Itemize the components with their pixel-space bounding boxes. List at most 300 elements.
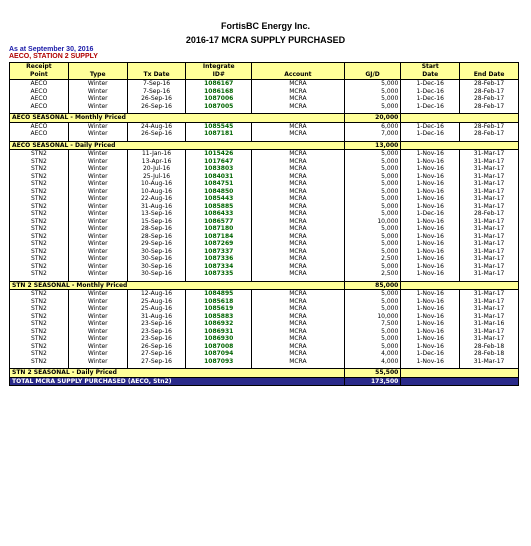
type-cell: Winter <box>68 188 127 196</box>
start-date-cell: 1-Nov-16 <box>401 305 460 313</box>
end-date-cell: 28-Feb-17 <box>460 122 519 130</box>
tx-date-cell: 25-Aug-16 <box>127 298 186 306</box>
subtotal-blank <box>401 141 519 150</box>
receipt-point-cell: STN2 <box>10 218 69 226</box>
column-integrate-line2: ID# <box>212 71 225 78</box>
start-date-cell: 1-Nov-16 <box>401 188 460 196</box>
receipt-point-cell: STN2 <box>10 298 69 306</box>
receipt-point-cell: STN2 <box>10 350 69 358</box>
gjd-cell: 5,000 <box>344 165 401 173</box>
start-date-cell: 1-Dec-16 <box>401 103 460 111</box>
type-cell: Winter <box>68 233 127 241</box>
account-cell: MCRA <box>252 203 345 211</box>
grand-total-row <box>10 377 519 386</box>
end-date-cell: 28-Feb-17 <box>460 80 519 88</box>
subtotal-value: 20,000 <box>344 114 401 123</box>
tx-date-cell: 22-Aug-16 <box>127 195 186 203</box>
gjd-cell: 5,000 <box>344 203 401 211</box>
column-start-date <box>401 63 460 80</box>
tx-date-cell: 10-Aug-16 <box>127 180 186 188</box>
account-cell: MCRA <box>252 225 345 233</box>
type-cell: Winter <box>68 150 127 158</box>
supply-table <box>9 62 519 386</box>
integrate-id-cell: 1015426 <box>186 150 252 158</box>
account-cell: MCRA <box>252 358 345 366</box>
integrate-id-cell: 1087180 <box>186 225 252 233</box>
end-date-cell: 31-Mar-17 <box>460 188 519 196</box>
start-date-cell: 1-Nov-16 <box>401 173 460 181</box>
table-row <box>10 180 519 188</box>
integrate-id-cell: 1086168 <box>186 88 252 96</box>
integrate-id-cell: 1086577 <box>186 218 252 226</box>
receipt-point-cell: AECO <box>10 122 69 130</box>
column-gjd: GJ/D <box>344 63 401 80</box>
receipt-point-cell: STN2 <box>10 305 69 313</box>
integrate-id-cell: 1017647 <box>186 158 252 166</box>
table-row <box>10 158 519 166</box>
tx-date-cell: 26-Sep-16 <box>127 95 186 103</box>
table-row <box>10 225 519 233</box>
type-cell: Winter <box>68 240 127 248</box>
gjd-cell: 5,000 <box>344 95 401 103</box>
table-row <box>10 122 519 130</box>
account-cell: MCRA <box>252 188 345 196</box>
integrate-id-cell: 1086433 <box>186 210 252 218</box>
integrate-id-cell: 1087181 <box>186 130 252 138</box>
type-cell: Winter <box>68 248 127 256</box>
start-date-cell: 1-Dec-16 <box>401 130 460 138</box>
integrate-id-cell: 1086932 <box>186 320 252 328</box>
subtotal-value: 13,000 <box>344 141 401 150</box>
account-cell: MCRA <box>252 255 345 263</box>
table-row <box>10 195 519 203</box>
type-cell: Winter <box>68 313 127 321</box>
table-row <box>10 270 519 278</box>
type-cell: Winter <box>68 180 127 188</box>
subtotal-blank <box>401 281 519 290</box>
table-row <box>10 95 519 103</box>
receipt-point-cell: STN2 <box>10 173 69 181</box>
table-row <box>10 240 519 248</box>
start-date-cell: 1-Nov-16 <box>401 165 460 173</box>
end-date-cell: 28-Feb-17 <box>460 95 519 103</box>
gjd-cell: 5,000 <box>344 263 401 271</box>
column-account: Account <box>252 63 345 80</box>
type-cell: Winter <box>68 320 127 328</box>
receipt-point-cell: STN2 <box>10 335 69 343</box>
table-row <box>10 218 519 226</box>
account-cell: MCRA <box>252 335 345 343</box>
report-title: FortisBC Energy Inc. <box>220 21 310 31</box>
start-date-cell: 1-Nov-16 <box>401 313 460 321</box>
table-row <box>10 188 519 196</box>
account-cell: MCRA <box>252 313 345 321</box>
start-date-cell: 1-Nov-16 <box>401 328 460 336</box>
end-date-cell: 28-Feb-17 <box>460 130 519 138</box>
start-date-cell: 1-Nov-16 <box>401 233 460 241</box>
account-cell: MCRA <box>252 233 345 241</box>
column-receipt-point <box>10 63 69 80</box>
type-cell: Winter <box>68 80 127 88</box>
type-cell: Winter <box>68 122 127 130</box>
integrate-id-cell: 1083803 <box>186 165 252 173</box>
tx-date-cell: 31-Aug-16 <box>127 203 186 211</box>
gjd-cell: 5,000 <box>344 225 401 233</box>
account-cell: MCRA <box>252 305 345 313</box>
tx-date-cell: 13-Sep-16 <box>127 210 186 218</box>
type-cell: Winter <box>68 88 127 96</box>
end-date-cell: 31-Mar-17 <box>460 180 519 188</box>
gjd-cell: 5,000 <box>344 188 401 196</box>
end-date-cell: 31-Mar-17 <box>460 150 519 158</box>
integrate-id-cell: 1087006 <box>186 95 252 103</box>
table-row <box>10 343 519 351</box>
receipt-point-cell: STN2 <box>10 203 69 211</box>
tx-date-cell: 27-Sep-16 <box>127 350 186 358</box>
gjd-cell: 5,000 <box>344 150 401 158</box>
receipt-point-cell: STN2 <box>10 290 69 298</box>
integrate-id-cell: 1087093 <box>186 358 252 366</box>
table-row <box>10 150 519 158</box>
gjd-cell: 2,500 <box>344 270 401 278</box>
end-date-cell: 31-Mar-17 <box>460 328 519 336</box>
account-cell: MCRA <box>252 328 345 336</box>
receipt-point-cell: STN2 <box>10 320 69 328</box>
account-cell: MCRA <box>252 290 345 298</box>
tx-date-cell: 25-Aug-16 <box>127 305 186 313</box>
integrate-id-cell: 1086931 <box>186 328 252 336</box>
tx-date-cell: 20-Jul-16 <box>127 165 186 173</box>
start-date-cell: 1-Nov-16 <box>401 263 460 271</box>
end-date-cell: 31-Mar-17 <box>460 290 519 298</box>
type-cell: Winter <box>68 165 127 173</box>
tx-date-cell: 23-Sep-16 <box>127 320 186 328</box>
type-cell: Winter <box>68 358 127 366</box>
subtotal-label: STN 2 SEASONAL - Monthly Priced <box>10 281 345 290</box>
tx-date-cell: 29-Sep-16 <box>127 240 186 248</box>
start-date-cell: 1-Nov-16 <box>401 270 460 278</box>
receipt-point-cell: STN2 <box>10 233 69 241</box>
gjd-cell: 5,000 <box>344 158 401 166</box>
subtotal-row <box>10 281 519 290</box>
account-cell: MCRA <box>252 210 345 218</box>
receipt-point-cell: STN2 <box>10 210 69 218</box>
integrate-id-cell: 1085883 <box>186 313 252 321</box>
integrate-id-cell: 1087334 <box>186 263 252 271</box>
table-row <box>10 103 519 111</box>
receipt-point-cell: STN2 <box>10 255 69 263</box>
receipt-point-cell: STN2 <box>10 313 69 321</box>
end-date-cell: 31-Mar-17 <box>460 225 519 233</box>
tx-date-cell: 28-Sep-16 <box>127 233 186 241</box>
integrate-id-cell: 1087094 <box>186 350 252 358</box>
table-row <box>10 233 519 241</box>
subtotal-row <box>10 141 519 150</box>
type-cell: Winter <box>68 210 127 218</box>
integrate-id-cell: 1087005 <box>186 103 252 111</box>
account-cell: MCRA <box>252 298 345 306</box>
start-date-cell: 1-Nov-16 <box>401 225 460 233</box>
receipt-point-cell: STN2 <box>10 165 69 173</box>
integrate-id-cell: 1085443 <box>186 195 252 203</box>
type-cell: Winter <box>68 350 127 358</box>
column-integrate-line1: Integrate <box>202 63 235 70</box>
account-cell: MCRA <box>252 218 345 226</box>
column-start-line2: Date <box>422 71 439 78</box>
end-date-cell: 31-Mar-17 <box>460 233 519 241</box>
type-cell: Winter <box>68 335 127 343</box>
subtotal-blank <box>401 114 519 123</box>
station-heading: AECO, STATION 2 SUPPLY <box>9 53 98 60</box>
start-date-cell: 1-Nov-16 <box>401 343 460 351</box>
end-date-cell: 31-Mar-17 <box>460 195 519 203</box>
table-header-row <box>10 63 519 80</box>
integrate-id-cell: 1084895 <box>186 290 252 298</box>
integrate-id-cell: 1084850 <box>186 188 252 196</box>
table-row <box>10 320 519 328</box>
integrate-id-cell: 1087337 <box>186 248 252 256</box>
gjd-cell: 5,000 <box>344 173 401 181</box>
receipt-point-cell: STN2 <box>10 240 69 248</box>
end-date-cell: 31-Mar-17 <box>460 255 519 263</box>
integrate-id-cell: 1084031 <box>186 173 252 181</box>
table-row <box>10 80 519 88</box>
tx-date-cell: 30-Sep-16 <box>127 263 186 271</box>
receipt-point-cell: STN2 <box>10 195 69 203</box>
table-body <box>10 80 519 386</box>
table-row <box>10 335 519 343</box>
receipt-point-cell: STN2 <box>10 158 69 166</box>
tx-date-cell: 26-Sep-16 <box>127 130 186 138</box>
tx-date-cell: 25-Jul-16 <box>127 173 186 181</box>
table-row <box>10 298 519 306</box>
type-cell: Winter <box>68 263 127 271</box>
table-row <box>10 255 519 263</box>
start-date-cell: 1-Nov-16 <box>401 150 460 158</box>
account-cell: MCRA <box>252 130 345 138</box>
report-subtitle: 2016-17 MCRA SUPPLY PURCHASED <box>185 35 346 45</box>
gjd-cell: 5,000 <box>344 210 401 218</box>
end-date-cell: 28-Feb-17 <box>460 103 519 111</box>
tx-date-cell: 30-Sep-16 <box>127 248 186 256</box>
account-cell: MCRA <box>252 173 345 181</box>
subtotal-label: AECO SEASONAL - Daily Priced <box>10 141 345 150</box>
column-integrate-id <box>186 63 252 80</box>
tx-date-cell: 11-Jan-16 <box>127 150 186 158</box>
gjd-cell: 5,000 <box>344 328 401 336</box>
gjd-cell: 5,000 <box>344 305 401 313</box>
end-date-cell: 31-Mar-17 <box>460 248 519 256</box>
start-date-cell: 1-Dec-16 <box>401 350 460 358</box>
tx-date-cell: 26-Sep-16 <box>127 343 186 351</box>
tx-date-cell: 24-Aug-16 <box>127 122 186 130</box>
account-cell: MCRA <box>252 88 345 96</box>
tx-date-cell: 31-Aug-16 <box>127 313 186 321</box>
table-row <box>10 173 519 181</box>
table-row <box>10 263 519 271</box>
end-date-cell: 31-Mar-17 <box>460 173 519 181</box>
receipt-point-cell: STN2 <box>10 343 69 351</box>
type-cell: Winter <box>68 328 127 336</box>
start-date-cell: 1-Nov-16 <box>401 240 460 248</box>
column-type: Type <box>68 63 127 80</box>
type-cell: Winter <box>68 270 127 278</box>
type-cell: Winter <box>68 305 127 313</box>
receipt-point-cell: STN2 <box>10 150 69 158</box>
end-date-cell: 28-Feb-18 <box>460 343 519 351</box>
grand-total-label: TOTAL MCRA SUPPLY PURCHASED (AECO, Stn2) <box>10 377 345 386</box>
table-row <box>10 165 519 173</box>
account-cell: MCRA <box>252 263 345 271</box>
end-date-cell: 31-Mar-17 <box>460 240 519 248</box>
type-cell: Winter <box>68 343 127 351</box>
integrate-id-cell: 1086930 <box>186 335 252 343</box>
end-date-cell: 31-Mar-17 <box>460 270 519 278</box>
gjd-cell: 5,000 <box>344 88 401 96</box>
end-date-cell: 31-Mar-17 <box>460 218 519 226</box>
account-cell: MCRA <box>252 350 345 358</box>
tx-date-cell: 13-Apr-16 <box>127 158 186 166</box>
end-date-cell: 31-Mar-17 <box>460 158 519 166</box>
type-cell: Winter <box>68 225 127 233</box>
gjd-cell: 6,000 <box>344 122 401 130</box>
gjd-cell: 5,000 <box>344 103 401 111</box>
account-cell: MCRA <box>252 180 345 188</box>
start-date-cell: 1-Dec-16 <box>401 88 460 96</box>
integrate-id-cell: 1086167 <box>186 80 252 88</box>
tx-date-cell: 30-Sep-16 <box>127 255 186 263</box>
start-date-cell: 1-Dec-16 <box>401 122 460 130</box>
account-cell: MCRA <box>252 158 345 166</box>
gjd-cell: 5,000 <box>344 233 401 241</box>
receipt-point-cell: STN2 <box>10 248 69 256</box>
gjd-cell: 5,000 <box>344 343 401 351</box>
table-row <box>10 350 519 358</box>
subtotal-blank <box>401 369 519 378</box>
start-date-cell: 1-Nov-16 <box>401 248 460 256</box>
type-cell: Winter <box>68 158 127 166</box>
gjd-cell: 5,000 <box>344 298 401 306</box>
table-row <box>10 203 519 211</box>
table-row <box>10 305 519 313</box>
table-row <box>10 248 519 256</box>
end-date-cell: 31-Mar-17 <box>460 298 519 306</box>
account-cell: MCRA <box>252 195 345 203</box>
type-cell: Winter <box>68 255 127 263</box>
account-cell: MCRA <box>252 270 345 278</box>
gjd-cell: 7,500 <box>344 320 401 328</box>
subtotal-label: STN 2 SEASONAL - Daily Priced <box>10 369 345 378</box>
account-cell: MCRA <box>252 150 345 158</box>
subtotal-row <box>10 369 519 378</box>
account-cell: MCRA <box>252 240 345 248</box>
integrate-id-cell: 1087336 <box>186 255 252 263</box>
tx-date-cell: 30-Sep-16 <box>127 270 186 278</box>
table-row <box>10 290 519 298</box>
account-cell: MCRA <box>252 103 345 111</box>
receipt-point-cell: STN2 <box>10 263 69 271</box>
type-cell: Winter <box>68 203 127 211</box>
start-date-cell: 1-Nov-16 <box>401 358 460 366</box>
as-at-date: As at September 30, 2016 <box>9 46 94 53</box>
receipt-point-cell: AECO <box>10 103 69 111</box>
start-date-cell: 1-Dec-16 <box>401 95 460 103</box>
end-date-cell: 28-Feb-17 <box>460 210 519 218</box>
start-date-cell: 1-Dec-16 <box>401 80 460 88</box>
account-cell: MCRA <box>252 165 345 173</box>
subtotal-label: AECO SEASONAL - Monthly Priced <box>10 114 345 123</box>
end-date-cell: 31-Mar-17 <box>460 313 519 321</box>
end-date-cell: 31-Mar-17 <box>460 335 519 343</box>
integrate-id-cell: 1087335 <box>186 270 252 278</box>
tx-date-cell: 15-Sep-16 <box>127 218 186 226</box>
account-cell: MCRA <box>252 248 345 256</box>
end-date-cell: 31-Mar-17 <box>460 358 519 366</box>
table-row <box>10 130 519 138</box>
grand-total-value: 173,500 <box>344 377 401 386</box>
start-date-cell: 1-Nov-16 <box>401 195 460 203</box>
gjd-cell: 5,000 <box>344 195 401 203</box>
type-cell: Winter <box>68 298 127 306</box>
tx-date-cell: 12-Aug-16 <box>127 290 186 298</box>
column-receipt-line1: Receipt <box>26 63 52 70</box>
integrate-id-cell: 1085545 <box>186 122 252 130</box>
subtotal-value: 55,500 <box>344 369 401 378</box>
integrate-id-cell: 1085619 <box>186 305 252 313</box>
account-cell: MCRA <box>252 80 345 88</box>
column-start-line1: Start <box>421 63 439 70</box>
gjd-cell: 4,000 <box>344 350 401 358</box>
gjd-cell: 5,000 <box>344 180 401 188</box>
receipt-point-cell: STN2 <box>10 328 69 336</box>
start-date-cell: 1-Nov-16 <box>401 180 460 188</box>
type-cell: Winter <box>68 103 127 111</box>
gjd-cell: 10,000 <box>344 218 401 226</box>
receipt-point-cell: STN2 <box>10 188 69 196</box>
type-cell: Winter <box>68 95 127 103</box>
table-row <box>10 358 519 366</box>
start-date-cell: 1-Nov-16 <box>401 218 460 226</box>
receipt-point-cell: AECO <box>10 95 69 103</box>
tx-date-cell: 7-Sep-16 <box>127 88 186 96</box>
column-end-date: End Date <box>460 63 519 80</box>
gjd-cell: 5,000 <box>344 290 401 298</box>
receipt-point-cell: STN2 <box>10 180 69 188</box>
start-date-cell: 1-Nov-16 <box>401 320 460 328</box>
end-date-cell: 31-Mar-17 <box>460 165 519 173</box>
type-cell: Winter <box>68 218 127 226</box>
receipt-point-cell: STN2 <box>10 225 69 233</box>
table-row <box>10 210 519 218</box>
account-cell: MCRA <box>252 95 345 103</box>
grand-total-blank <box>401 377 519 386</box>
tx-date-cell: 10-Aug-16 <box>127 188 186 196</box>
receipt-point-cell: AECO <box>10 88 69 96</box>
column-receipt-line2: Point <box>30 71 48 78</box>
gjd-cell: 5,000 <box>344 335 401 343</box>
type-cell: Winter <box>68 130 127 138</box>
integrate-id-cell: 1085618 <box>186 298 252 306</box>
integrate-id-cell: 1087184 <box>186 233 252 241</box>
start-date-cell: 1-Nov-16 <box>401 298 460 306</box>
gjd-cell: 5,000 <box>344 248 401 256</box>
tx-date-cell: 28-Sep-16 <box>127 225 186 233</box>
receipt-point-cell: AECO <box>10 130 69 138</box>
tx-date-cell: 23-Sep-16 <box>127 328 186 336</box>
end-date-cell: 28-Feb-18 <box>460 350 519 358</box>
end-date-cell: 31-Mar-17 <box>460 305 519 313</box>
tx-date-cell: 27-Sep-16 <box>127 358 186 366</box>
